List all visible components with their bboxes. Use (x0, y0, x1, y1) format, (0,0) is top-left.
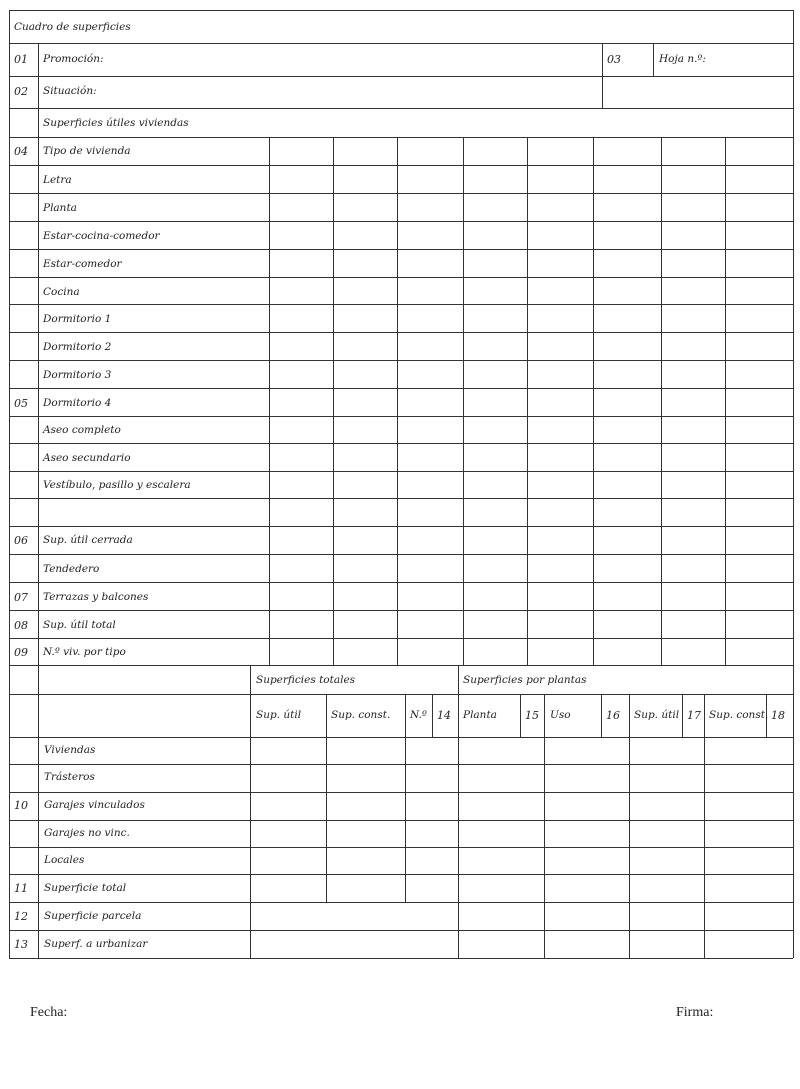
row-number-10: 10 (14, 799, 28, 812)
row-label-dormitorio3: Dormitorio 3 (43, 369, 112, 381)
col-sup-util: Sup. útil (256, 709, 302, 721)
col-planta: Planta (463, 709, 497, 721)
grid-line (9, 416, 793, 417)
grid-line (661, 137, 662, 665)
grid-line (463, 137, 464, 665)
grid-line (9, 249, 793, 250)
grid-line (38, 43, 39, 108)
grid-line (9, 304, 793, 305)
row-number-04: 04 (14, 145, 28, 158)
row-number-13: 13 (14, 938, 28, 951)
grid-line (9, 958, 793, 959)
row-label-dormitorio2: Dormitorio 2 (43, 341, 112, 353)
grid-line (793, 10, 794, 958)
row-label-cocina: Cocina (43, 286, 80, 298)
situacion-label: Situación: (43, 85, 97, 97)
grid-line (9, 137, 793, 138)
row-label-vestibulo: Vestíbulo, pasillo y escalera (43, 479, 191, 491)
grid-line (9, 582, 793, 583)
col-sup-const: Sup. const. (331, 709, 391, 721)
grid-line (432, 694, 433, 737)
section-superficies-totales: Superficies totales (256, 674, 356, 686)
grid-line (9, 694, 793, 695)
grid-line (9, 471, 793, 472)
grid-line (9, 10, 793, 11)
row-label-aseo-secundario: Aseo secundario (43, 452, 131, 464)
grid-line (9, 665, 793, 666)
row-number-06: 06 (14, 534, 28, 547)
grid-line (682, 694, 683, 737)
row-label-num-viv-tipo: N.º viv. por tipo (43, 646, 126, 658)
grid-line (9, 332, 793, 333)
grid-line (601, 694, 602, 737)
row-number-09: 09 (14, 646, 28, 659)
grid-line (9, 277, 793, 278)
section-superficies-utiles: Superficies útiles viviendas (43, 117, 189, 129)
row-number-05: 05 (14, 397, 28, 410)
grid-line (9, 874, 793, 875)
grid-line (38, 665, 39, 958)
col-numero: N.º (410, 709, 427, 721)
row-label-sup-util-cerrada: Sup. útil cerrada (43, 534, 133, 546)
grid-line (9, 638, 793, 639)
grid-line (38, 137, 39, 665)
grid-line (9, 930, 793, 931)
col-number-18: 18 (771, 709, 785, 722)
row-number-03: 03 (607, 53, 621, 66)
row-label-estar-cocina-comedor: Estar-cocina-comedor (43, 230, 160, 242)
grid-line (9, 554, 793, 555)
section-superficies-por-plantas: Superficies por plantas (463, 674, 587, 686)
fecha-label: Fecha: (30, 1005, 68, 1020)
col-number-14: 14 (437, 709, 451, 722)
grid-line (653, 43, 654, 76)
col-number-16: 16 (606, 709, 620, 722)
grid-line (405, 694, 406, 902)
row-label-estar-comedor: Estar-comedor (43, 258, 122, 270)
row-label-viviendas: Viviendas (44, 744, 96, 756)
grid-line (9, 388, 793, 389)
grid-line (9, 737, 793, 738)
row-label-tendedero: Tendedero (43, 563, 100, 575)
row-label-dormitorio1: Dormitorio 1 (43, 313, 112, 325)
promocion-label: Promoción: (43, 53, 104, 65)
grid-line (602, 43, 603, 108)
grid-line (629, 694, 630, 958)
form-title: Cuadro de superficies (14, 21, 131, 33)
grid-line (333, 137, 334, 665)
col-number-15: 15 (525, 709, 539, 722)
hoja-label: Hoja n.º: (659, 53, 706, 65)
col-number-17: 17 (687, 709, 701, 722)
row-label-sup-util-total: Sup. útil total (43, 619, 116, 631)
row-number-08: 08 (14, 619, 28, 632)
row-label-locales: Locales (44, 854, 85, 866)
grid-line (9, 526, 793, 527)
row-number-12: 12 (14, 910, 28, 923)
grid-line (269, 137, 270, 665)
row-number-02: 02 (14, 85, 28, 98)
row-label-letra: Letra (43, 174, 72, 186)
row-label-trasteros: Trásteros (44, 771, 95, 783)
grid-line (520, 694, 521, 737)
grid-line (9, 764, 793, 765)
row-label-tipo-vivienda: Tipo de vivienda (43, 145, 131, 157)
row-number-01: 01 (14, 53, 28, 66)
grid-line (527, 137, 528, 665)
grid-line (9, 847, 793, 848)
grid-line (9, 820, 793, 821)
grid-line (9, 193, 793, 194)
grid-line (704, 694, 705, 958)
row-label-aseo-completo: Aseo completo (43, 424, 121, 436)
grid-line (9, 792, 793, 793)
grid-line (9, 165, 793, 166)
grid-line (544, 694, 545, 958)
col-uso: Uso (550, 709, 571, 721)
firma-label: Firma: (676, 1005, 714, 1020)
grid-line (9, 43, 793, 44)
row-label-superficie-total: Superficie total (44, 882, 127, 894)
row-label-planta: Planta (43, 202, 77, 214)
grid-line (9, 10, 10, 958)
grid-line (725, 137, 726, 665)
row-number-11: 11 (14, 882, 28, 895)
grid-line (9, 902, 793, 903)
grid-line (593, 137, 594, 665)
grid-line (9, 443, 793, 444)
grid-line (9, 76, 793, 77)
grid-line (9, 610, 793, 611)
grid-line (9, 498, 793, 499)
grid-line (326, 694, 327, 902)
grid-line (9, 221, 793, 222)
grid-line (458, 665, 459, 958)
row-label-superf-urbanizar: Superf. a urbanizar (44, 938, 148, 950)
grid-line (9, 360, 793, 361)
grid-line (38, 108, 39, 137)
grid-line (250, 665, 251, 958)
row-number-07: 07 (14, 591, 28, 604)
grid-line (397, 137, 398, 665)
row-label-garajes-no-vinc: Garajes no vinc. (44, 827, 130, 839)
row-label-terrazas: Terrazas y balcones (43, 591, 149, 603)
col-sup-const-2: Sup. const. (709, 709, 769, 721)
row-label-garajes-vinculados: Garajes vinculados (44, 799, 145, 811)
grid-line (9, 108, 793, 109)
row-label-superficie-parcela: Superficie parcela (44, 910, 142, 922)
col-sup-util-2: Sup. útil (634, 709, 680, 721)
row-label-dormitorio4: Dormitorio 4 (43, 397, 112, 409)
